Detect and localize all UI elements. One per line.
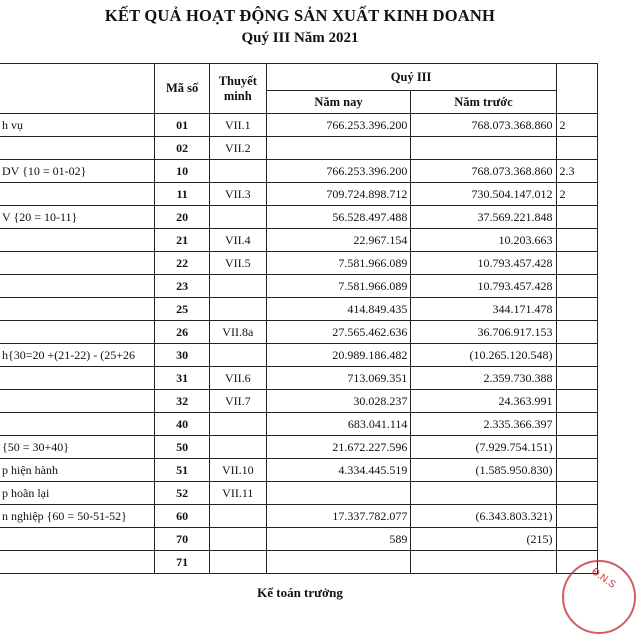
row-note (209, 298, 266, 321)
row-label (0, 183, 155, 206)
row-current-value: 27.565.462.636 (266, 321, 411, 344)
row-extra-value: 2 (556, 183, 597, 206)
header-code: Mã số (155, 64, 210, 114)
row-current-value: 7.581.966.089 (266, 252, 411, 275)
row-previous-value (411, 551, 556, 574)
row-current-value: 766.253.396.200 (266, 114, 411, 137)
row-note: VII.2 (209, 137, 266, 160)
row-label: {50 = 30+40} (0, 436, 155, 459)
row-extra-value: 2.3 (556, 160, 597, 183)
table-row (0, 252, 598, 275)
row-current-value (266, 137, 411, 160)
row-label (0, 137, 155, 160)
row-previous-value: 730.504.147.012 (411, 183, 556, 206)
row-current-value: 20.989.186.482 (266, 344, 411, 367)
row-label: V {20 = 10-11} (0, 206, 155, 229)
row-extra-value (556, 367, 597, 390)
row-previous-value: 24.363.991 (411, 390, 556, 413)
row-code: 40 (155, 413, 210, 436)
report-title: KẾT QUẢ HOẠT ĐỘNG SẢN XUẤT KINH DOANH (104, 6, 496, 25)
row-extra-value (556, 390, 597, 413)
report-period: Quý III Năm 2021 (241, 30, 359, 46)
row-current-value: 414.849.435 (266, 298, 411, 321)
row-current-value: 589 (266, 528, 411, 551)
row-previous-value: 10.203.663 (411, 229, 556, 252)
row-previous-value: 37.569.221.848 (411, 206, 556, 229)
row-current-value: 683.041.114 (266, 413, 411, 436)
row-previous-value: 768.073.368.860 (411, 114, 556, 137)
row-previous-value: (6.343.803.321) (411, 505, 556, 528)
row-note: VII.6 (209, 367, 266, 390)
row-previous-value: 2.359.730.388 (411, 367, 556, 390)
row-label (0, 413, 155, 436)
row-previous-value (411, 137, 556, 160)
row-label: DV {10 = 01-02} (0, 160, 155, 183)
row-extra-value (556, 344, 597, 367)
row-current-value: 713.069.351 (266, 367, 411, 390)
row-label (0, 229, 155, 252)
row-label (0, 367, 155, 390)
row-label: h vụ (0, 114, 155, 137)
table-row (0, 459, 598, 482)
row-previous-value: (215) (411, 528, 556, 551)
header-note-line2: minh (223, 88, 252, 103)
table-row (0, 229, 598, 252)
row-note (209, 551, 266, 574)
table-row (0, 528, 598, 551)
row-current-value: 709.724.898.712 (266, 183, 411, 206)
header-label-cell (0, 64, 155, 114)
table-body (0, 114, 598, 574)
table-row (0, 505, 598, 528)
row-extra-value (556, 505, 597, 528)
row-label (0, 528, 155, 551)
row-previous-value: 2.335.366.397 (411, 413, 556, 436)
row-code: 01 (155, 114, 210, 137)
row-current-value: 30.028.237 (266, 390, 411, 413)
row-code: 30 (155, 344, 210, 367)
row-note: VII.11 (209, 482, 266, 505)
row-note (209, 528, 266, 551)
row-label: p hoãn lại (0, 482, 155, 505)
row-note: VII.1 (209, 114, 266, 137)
row-current-value (266, 551, 411, 574)
row-note (209, 206, 266, 229)
table-row (0, 275, 598, 298)
row-note: VII.3 (209, 183, 266, 206)
company-seal-text: Đ.N.S (589, 566, 618, 591)
row-previous-value: 768.073.368.860 (411, 160, 556, 183)
row-code: 11 (155, 183, 210, 206)
row-note (209, 436, 266, 459)
row-code: 21 (155, 229, 210, 252)
row-extra-value (556, 206, 597, 229)
row-note: VII.4 (209, 229, 266, 252)
row-current-value: 22.967.154 (266, 229, 411, 252)
row-extra-value (556, 413, 597, 436)
row-current-value: 7.581.966.089 (266, 275, 411, 298)
row-label (0, 252, 155, 275)
row-note (209, 275, 266, 298)
table-row (0, 413, 598, 436)
table-row (0, 160, 598, 183)
row-current-value: 56.528.497.488 (266, 206, 411, 229)
row-current-value: 21.672.227.596 (266, 436, 411, 459)
row-previous-value: (7.929.754.151) (411, 436, 556, 459)
row-extra-value (556, 436, 597, 459)
header-previous-year: Năm trước (411, 91, 556, 114)
header-current-year: Năm nay (266, 91, 411, 114)
row-label (0, 275, 155, 298)
header-note-line1: Thuyết (218, 73, 257, 88)
row-current-value (266, 482, 411, 505)
row-code: 02 (155, 137, 210, 160)
row-code: 26 (155, 321, 210, 344)
row-code: 31 (155, 367, 210, 390)
table-row (0, 551, 598, 574)
row-extra-value (556, 459, 597, 482)
row-extra-value (556, 528, 597, 551)
row-previous-value (411, 482, 556, 505)
table-row (0, 114, 598, 137)
chief-accountant-label: Kế toán trưởng (257, 585, 343, 600)
row-label (0, 321, 155, 344)
row-code: 60 (155, 505, 210, 528)
row-previous-value: (1.585.950.830) (411, 459, 556, 482)
row-previous-value: 10.793.457.428 (411, 252, 556, 275)
row-code: 23 (155, 275, 210, 298)
table-row (0, 298, 598, 321)
table-row (0, 344, 598, 367)
row-code: 71 (155, 551, 210, 574)
row-current-value: 17.337.782.077 (266, 505, 411, 528)
table-row (0, 137, 598, 160)
row-extra-value (556, 252, 597, 275)
row-previous-value: 344.171.478 (411, 298, 556, 321)
row-note: VII.10 (209, 459, 266, 482)
row-code: 50 (155, 436, 210, 459)
row-label: p hiện hành (0, 459, 155, 482)
row-label (0, 551, 155, 574)
row-extra-value (556, 229, 597, 252)
row-label (0, 390, 155, 413)
row-extra-value (556, 321, 597, 344)
row-note: VII.7 (209, 390, 266, 413)
row-label (0, 298, 155, 321)
header-note (209, 64, 266, 114)
row-current-value: 766.253.396.200 (266, 160, 411, 183)
row-note (209, 413, 266, 436)
table-row (0, 206, 598, 229)
income-statement-table (0, 63, 598, 574)
row-code: 32 (155, 390, 210, 413)
row-note (209, 344, 266, 367)
row-extra-value (556, 275, 597, 298)
row-previous-value: 10.793.457.428 (411, 275, 556, 298)
row-note (209, 160, 266, 183)
row-label: n nghiệp {60 = 50-51-52} (0, 505, 155, 528)
header-cut-cell (556, 64, 597, 114)
row-code: 51 (155, 459, 210, 482)
row-extra-value (556, 482, 597, 505)
row-note (209, 505, 266, 528)
row-extra-value (556, 137, 597, 160)
table-row (0, 390, 598, 413)
row-previous-value: 36.706.917.153 (411, 321, 556, 344)
table-row (0, 321, 598, 344)
row-code: 20 (155, 206, 210, 229)
header-period: Quý III (266, 64, 556, 91)
table-row (0, 183, 598, 206)
row-current-value: 4.334.445.519 (266, 459, 411, 482)
row-previous-value: (10.265.120.548) (411, 344, 556, 367)
row-extra-value (556, 298, 597, 321)
row-extra-value: 2 (556, 114, 597, 137)
row-label: h{30=20 +(21-22) - (25+26 (0, 344, 155, 367)
row-code: 10 (155, 160, 210, 183)
row-code: 52 (155, 482, 210, 505)
table-row (0, 367, 598, 390)
row-note: VII.8a (209, 321, 266, 344)
table-row (0, 482, 598, 505)
row-code: 70 (155, 528, 210, 551)
row-note: VII.5 (209, 252, 266, 275)
row-code: 25 (155, 298, 210, 321)
table-row (0, 436, 598, 459)
row-code: 22 (155, 252, 210, 275)
